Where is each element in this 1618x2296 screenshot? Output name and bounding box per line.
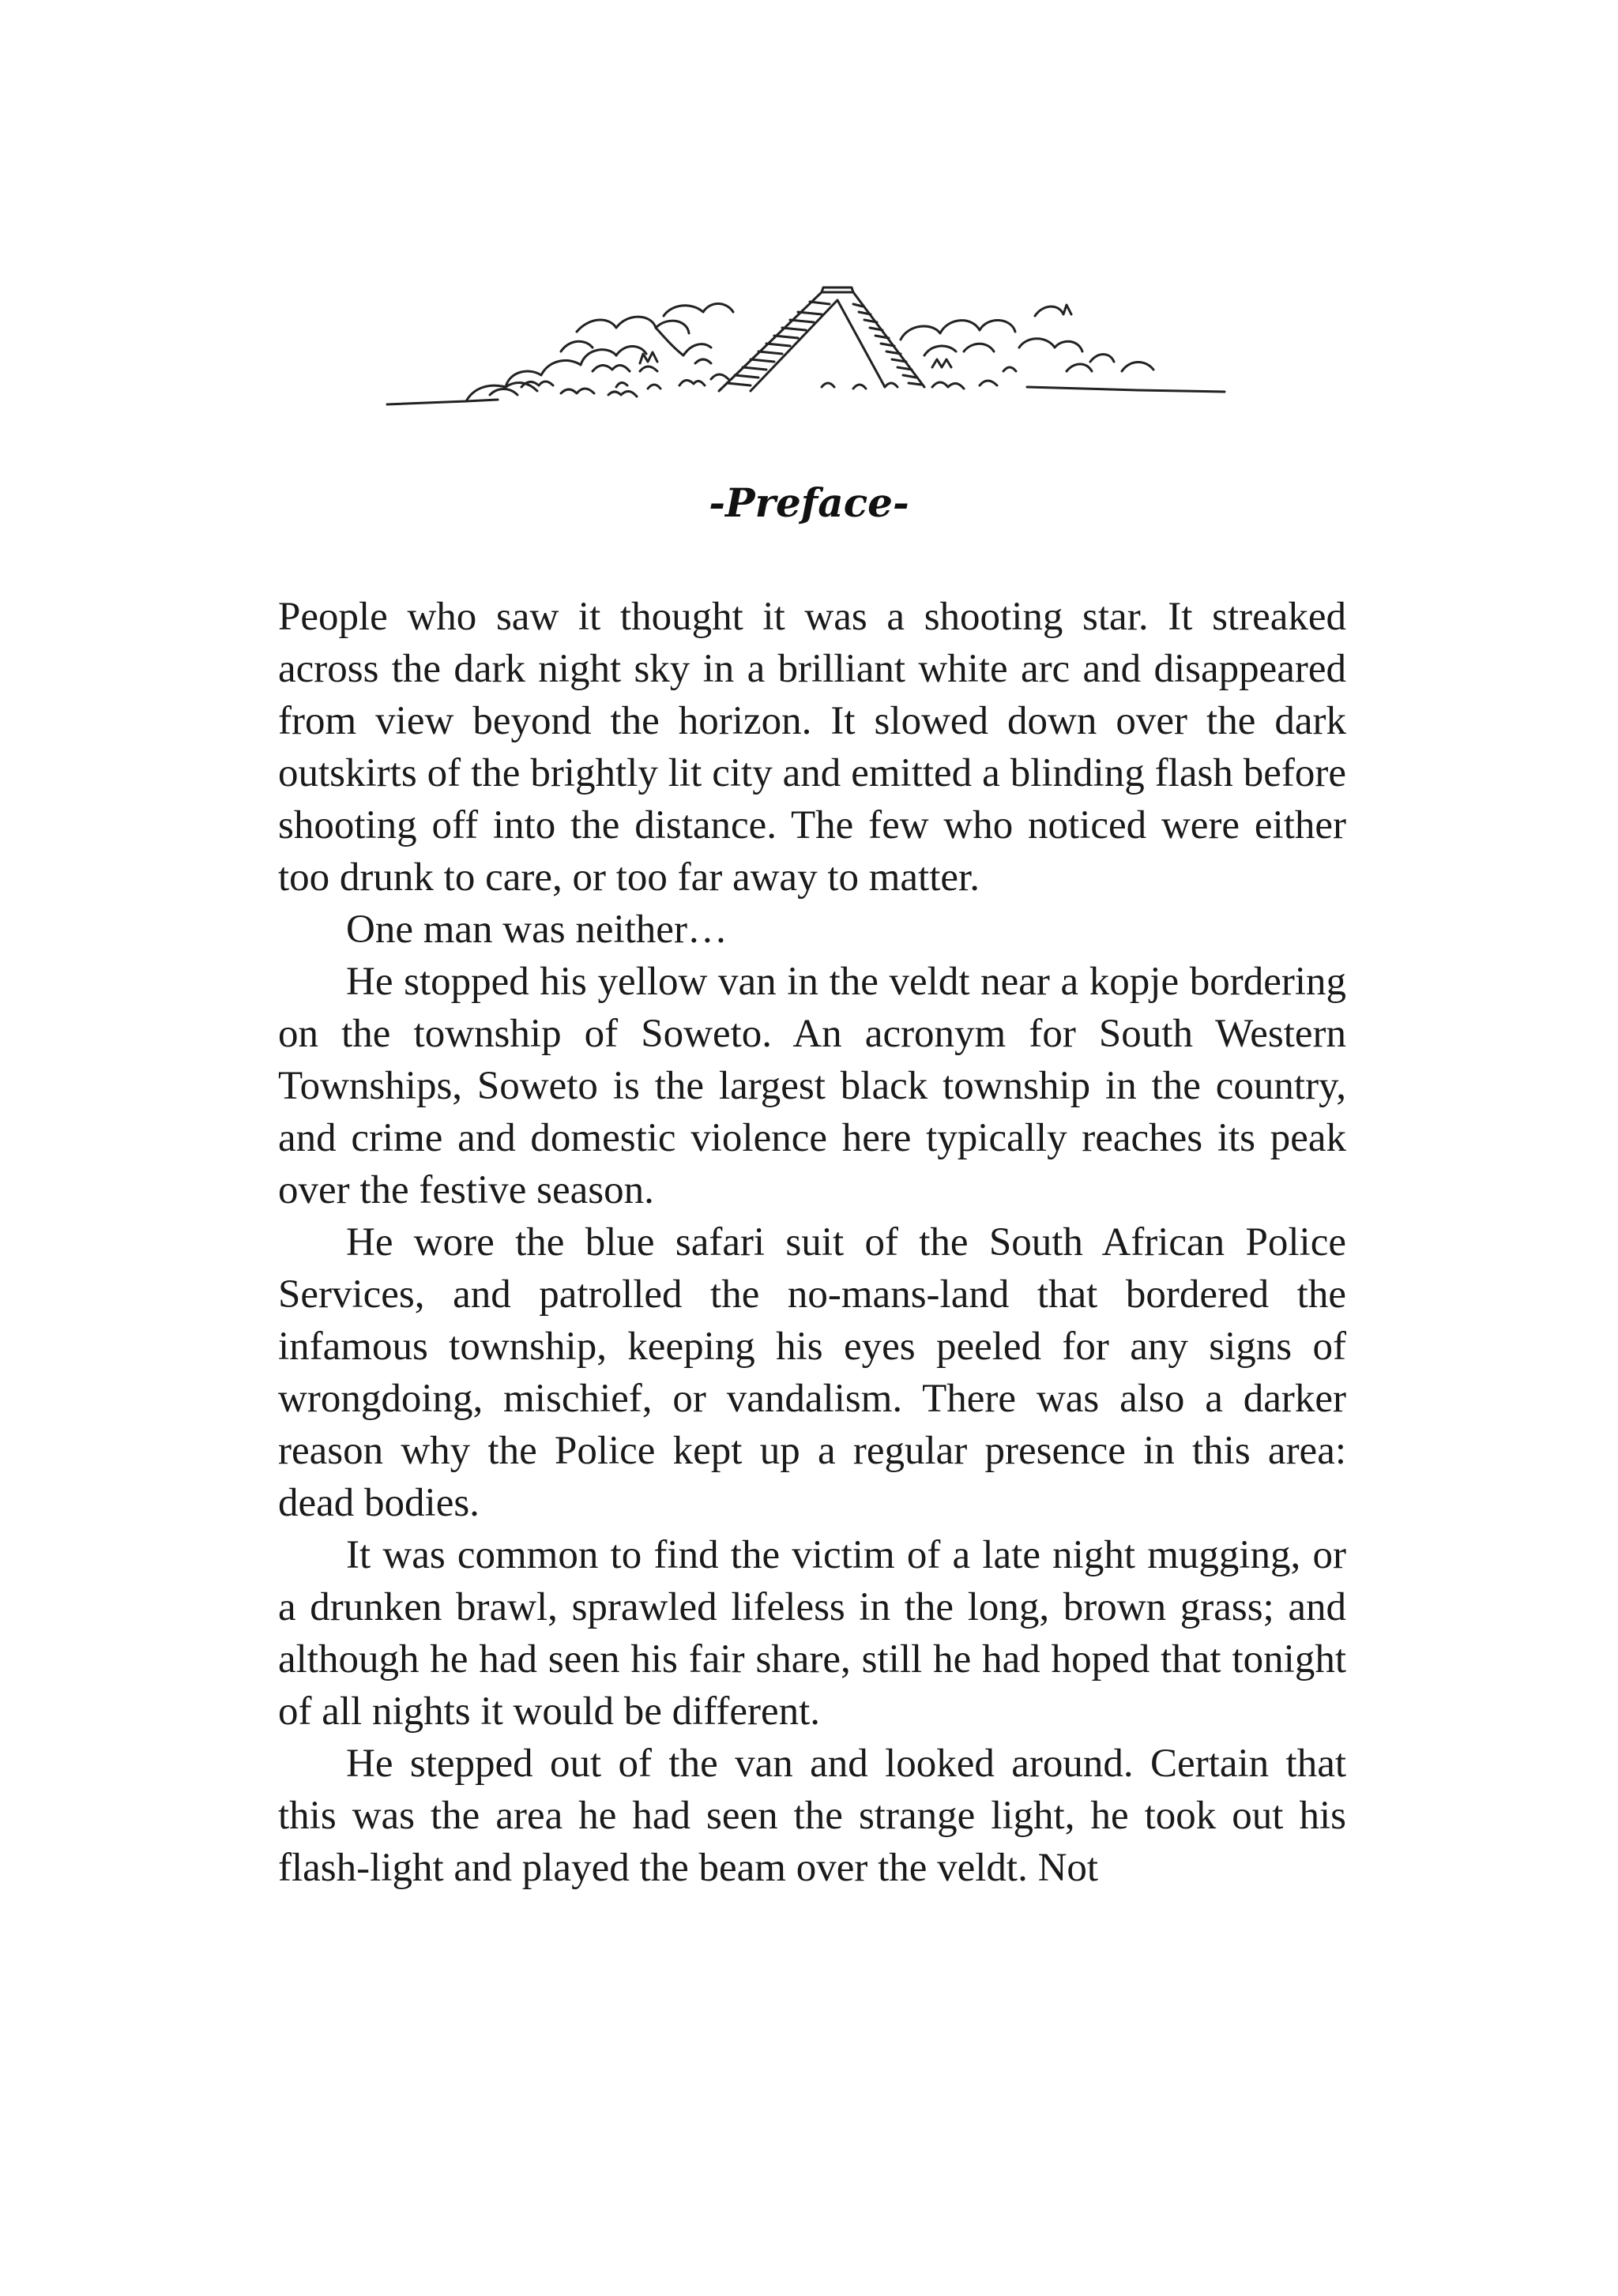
- page-title: -Preface-: [709, 479, 909, 526]
- paragraph: People who saw it thought it was a shooting star. It streaked across the dark night sky in a brilliant white arc and disappeared from view beyond the horizon. It slowed down over the dark outskirts of the brightly lit city and emitted a blinding flash before shooting off into the distance. The few who noticed were either too drunk to care, or too far away to matter.: [278, 595, 1346, 900]
- paragraph: He wore the blue safari suit of the South African Police Services, and patrolled the no-mans-land that bordered the infamous township, keeping his eyes peeled for any signs of wrongdoing, mischief, or vandalism. There was also a darker reason why the Police kept up a regular presence in this area: dead bodies.: [278, 1220, 1346, 1525]
- paragraph: He stopped his yellow van in the veldt near a kopje bordering on the township of Soweto. An acronym for South Western Townships, Soweto is the largest black township in the country, and crime and domestic violence here typically reaches its peak over the festive season.: [278, 960, 1346, 1212]
- paragraph: He stepped out of the van and looked around. Certain that this was the area he had seen the strange light, he took out his flash-light and played the beam over the veldt. Not: [278, 1742, 1346, 1890]
- paragraph: One man was neither…: [346, 908, 728, 952]
- preface-body: [278, 591, 1346, 1894]
- paragraph: It was common to find the victim of a late night mugging, or a drunken brawl, sprawled lifeless in the long, brown grass; and although he had seen his fair share, still he had hoped that tonight of all nights it would be different.: [278, 1533, 1346, 1734]
- landscape-pyramid-icon: [379, 269, 1232, 419]
